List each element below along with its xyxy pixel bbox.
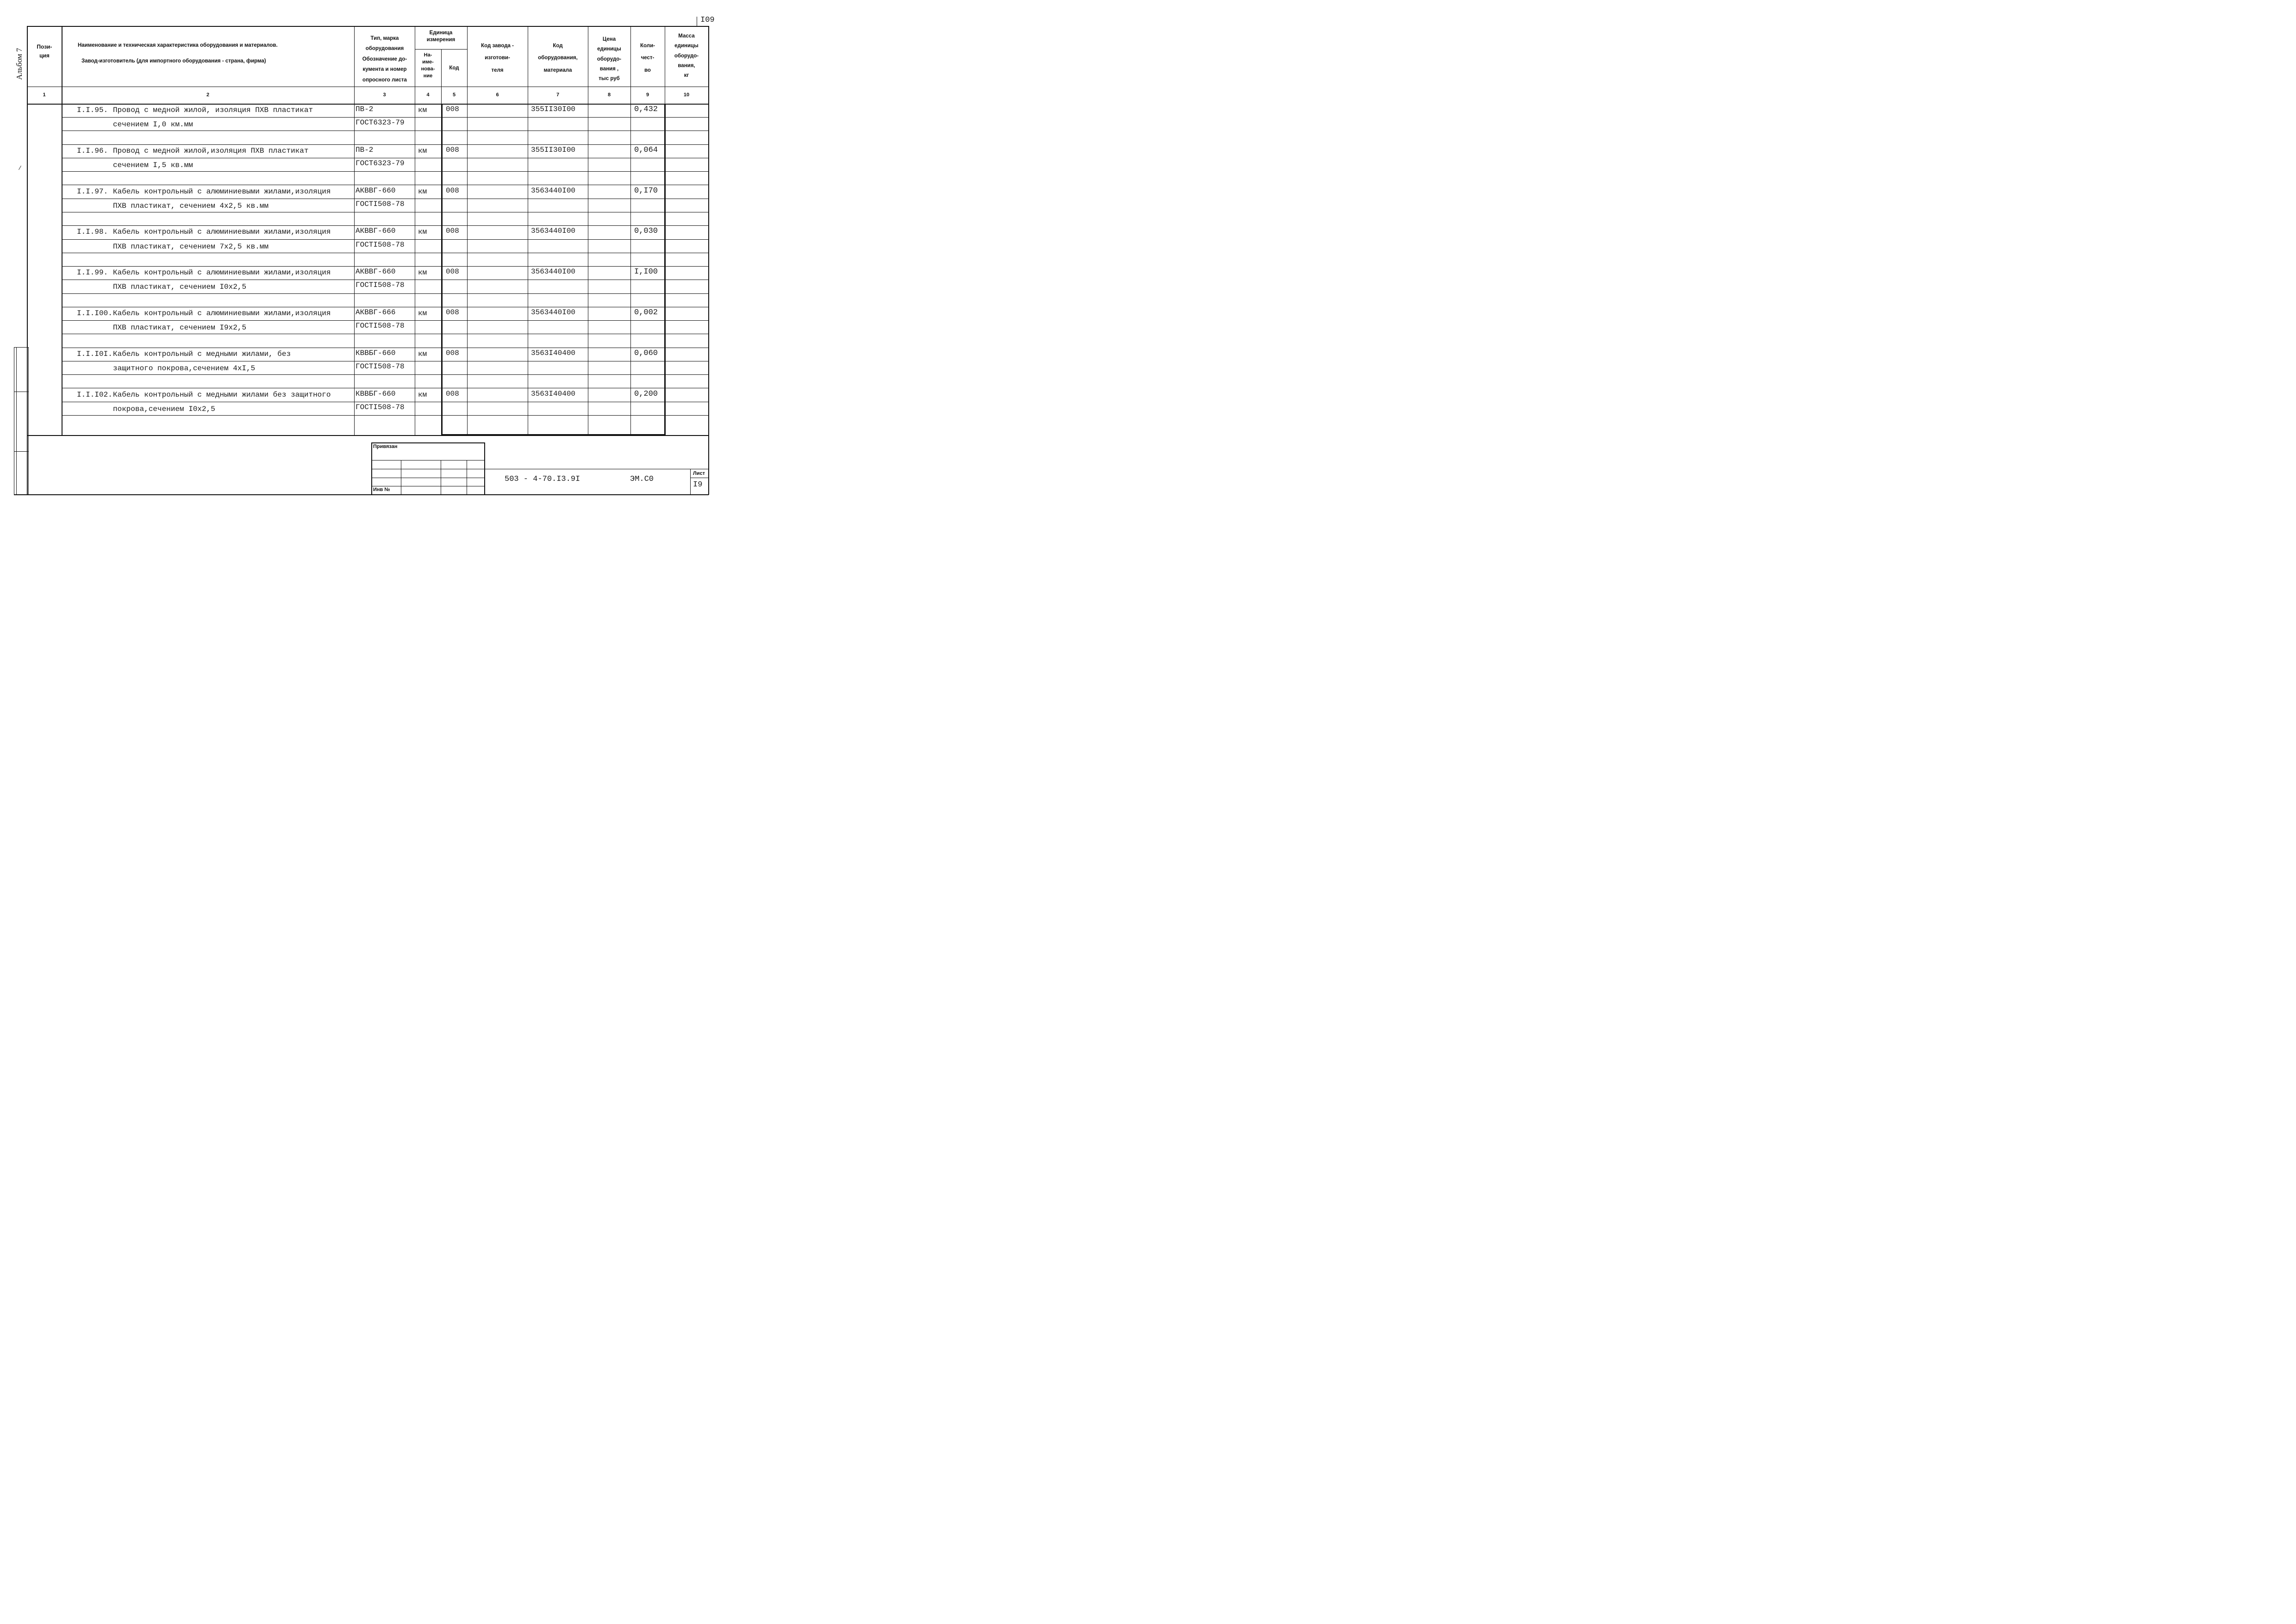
header-quantity: Коли- чест- во <box>640 43 655 73</box>
row-name-line2: защитного покрова,сечением 4хI,5 <box>113 364 256 373</box>
row-quantity: 0,060 <box>634 348 658 358</box>
row-name-line1: Провод с медной жилой,изоляция ПХВ пластикат <box>113 146 309 155</box>
row-rule <box>62 374 709 375</box>
row-name-line1: Кабель контрольный с медными жилами, без <box>113 349 291 358</box>
row-standard: ГОСТ6323-79 <box>356 159 405 168</box>
row-standard: ГОСТ6323-79 <box>356 118 405 127</box>
row-standard: ГОСТI508-78 <box>356 403 405 411</box>
row-material-code: 3563440I00 <box>531 268 576 276</box>
row-type: ПВ-2 <box>356 105 374 113</box>
col-num-7: 7 <box>556 92 560 98</box>
row-quantity: 0,I70 <box>634 186 658 195</box>
row-quantity: I,I00 <box>634 268 658 277</box>
row-name-line1: Кабель контрольный с медными жилами без защитного <box>113 390 331 399</box>
row-material-code: 355II30I00 <box>531 105 576 113</box>
row-quantity: 0,200 <box>634 389 658 398</box>
row-material-code: 3563I40400 <box>531 348 576 357</box>
stamp-doc-mark: ЭМ.С0 <box>630 475 654 484</box>
row-standard: ГОСТI508-78 <box>356 240 405 249</box>
row-name-line2: ПХВ пластикат, сечением I9х2,5 <box>113 324 247 332</box>
margin-tick <box>19 166 21 170</box>
col-num-8: 8 <box>607 92 611 98</box>
page-number: I09 <box>700 16 715 25</box>
col-num-4: 4 <box>426 92 430 98</box>
row-position: I.I.97. <box>77 187 108 196</box>
col-num-6: 6 <box>496 92 499 98</box>
row-standard: ГОСТI508-78 <box>356 281 405 290</box>
row-name-line2: ПХВ пластикат, сечением 4х2,5 кв.мм <box>113 201 269 210</box>
row-unit: км <box>418 349 427 358</box>
album-label: Альбом 7 <box>15 48 24 80</box>
row-material-code: 355II30I00 <box>531 145 576 154</box>
row-material-code: 3563440I00 <box>531 308 576 317</box>
row-rule <box>62 293 709 294</box>
row-standard: ГОСТI508-78 <box>356 322 405 330</box>
row-name-line2: покрова,сечением I0х2,5 <box>113 404 215 413</box>
row-standard: ГОСТI508-78 <box>356 199 405 208</box>
row-position: I.I.98. <box>77 228 108 236</box>
row-unit: км <box>418 268 427 277</box>
col-num-3: 3 <box>383 92 386 98</box>
row-rule <box>62 144 709 145</box>
row-name-line1: Кабель контрольный с алюминиевыми жилами,изоляция <box>113 187 331 196</box>
row-quantity: 0,030 <box>634 227 658 236</box>
stamp-sheet-number: I9 <box>693 480 703 489</box>
col-num-9: 9 <box>646 92 649 98</box>
row-type: КВВБГ-660 <box>356 389 396 398</box>
header-name-line2: Завод-изготовитель (для импортного оборудования - страна, фирма) <box>81 58 266 64</box>
row-unit: км <box>418 187 427 196</box>
row-unit-code: 008 <box>446 186 459 195</box>
row-type: АКВВГ-666 <box>356 308 396 317</box>
row-position: I.I.I02. <box>77 390 112 399</box>
row-unit: км <box>418 106 427 114</box>
row-rule <box>62 239 709 240</box>
header-mass: Масса единицы оборудо- вания, кг <box>674 33 699 79</box>
row-type: АКВВГ-660 <box>356 227 396 236</box>
col-num-1: 1 <box>43 92 46 98</box>
row-name-line1: Провод с медной жилой, изоляция ПХВ пластикат <box>113 106 313 114</box>
row-rule <box>62 415 709 416</box>
header-unit-name: На- име- нова- ние <box>421 52 435 79</box>
row-rule <box>62 225 709 226</box>
row-rule <box>62 117 709 118</box>
row-unit-code: 008 <box>446 227 459 236</box>
header-factory-code: Код завода - изготови- теля <box>481 43 514 73</box>
row-position: I.I.99. <box>77 268 108 277</box>
row-unit: км <box>418 228 427 236</box>
row-type: АКВВГ-660 <box>356 268 396 276</box>
row-name-line2: сечением I,5 кв.мм <box>113 161 193 169</box>
header-name-line1: Наименование и техническая характеристика оборудования и материалов. <box>78 43 278 48</box>
row-name-line2: ПХВ пластикат, сечением I0х2,5 <box>113 283 247 292</box>
row-unit: км <box>418 309 427 317</box>
row-quantity: 0,002 <box>634 308 658 317</box>
header-material-code: Код оборудования, материала <box>538 43 578 73</box>
header-unit-group: Единица измерения <box>426 30 455 43</box>
col-num-10: 10 <box>683 92 690 98</box>
row-unit-code: 008 <box>446 268 459 276</box>
col-num-5: 5 <box>452 92 456 98</box>
stamp-doc-code: 503 - 4-70.I3.9I <box>505 475 580 484</box>
header-price: Цена единицы оборудо- вания , тыс руб <box>597 37 622 82</box>
row-name-line1: Кабель контрольный с алюминиевыми жилами,изоляция <box>113 228 331 236</box>
row-standard: ГОСТI508-78 <box>356 362 405 371</box>
row-name-line2: сечением I,0 км.мм <box>113 120 193 129</box>
row-unit-code: 008 <box>446 308 459 317</box>
row-unit-code: 008 <box>446 348 459 357</box>
row-name-line1: Кабель контрольный с алюминиевыми жилами,изоляция <box>113 268 331 277</box>
row-type: КВВБГ-660 <box>356 348 396 357</box>
row-quantity: 0,432 <box>634 105 658 114</box>
col-num-2: 2 <box>206 92 210 98</box>
row-unit: км <box>418 390 427 399</box>
header-position: Пози- ция <box>37 44 52 59</box>
row-position: I.I.95. <box>77 106 108 114</box>
row-quantity: 0,064 <box>634 145 658 155</box>
row-material-code: 3563440I00 <box>531 186 576 195</box>
header-type: Тип, марка оборудования Обозначение до- кумента и номер опросного листа <box>362 36 407 83</box>
row-unit-code: 008 <box>446 105 459 113</box>
stamp-bound-label: Привязан <box>373 444 398 449</box>
stamp-inv-label: Инв № <box>373 487 390 492</box>
header-unit-code: Код <box>449 65 459 71</box>
row-rule <box>62 171 709 172</box>
row-position: I.I.96. <box>77 146 108 155</box>
row-type: ПВ-2 <box>356 145 374 154</box>
row-position: I.I.I00. <box>77 309 112 317</box>
row-name-line1: Кабель контрольный с алюминиевыми жилами,изоляция <box>113 309 331 317</box>
stamp-sheet-label: Лист <box>693 471 705 476</box>
row-unit-code: 008 <box>446 145 459 154</box>
row-rule <box>62 266 709 267</box>
row-material-code: 3563I40400 <box>531 389 576 398</box>
row-rule <box>62 320 709 321</box>
row-type: АКВВГ-660 <box>356 186 396 195</box>
row-name-line2: ПХВ пластикат, сечением 7х2,5 кв.мм <box>113 242 269 251</box>
row-unit-code: 008 <box>446 389 459 398</box>
row-material-code: 3563440I00 <box>531 227 576 236</box>
row-unit: км <box>418 146 427 155</box>
row-position: I.I.I0I. <box>77 349 112 358</box>
